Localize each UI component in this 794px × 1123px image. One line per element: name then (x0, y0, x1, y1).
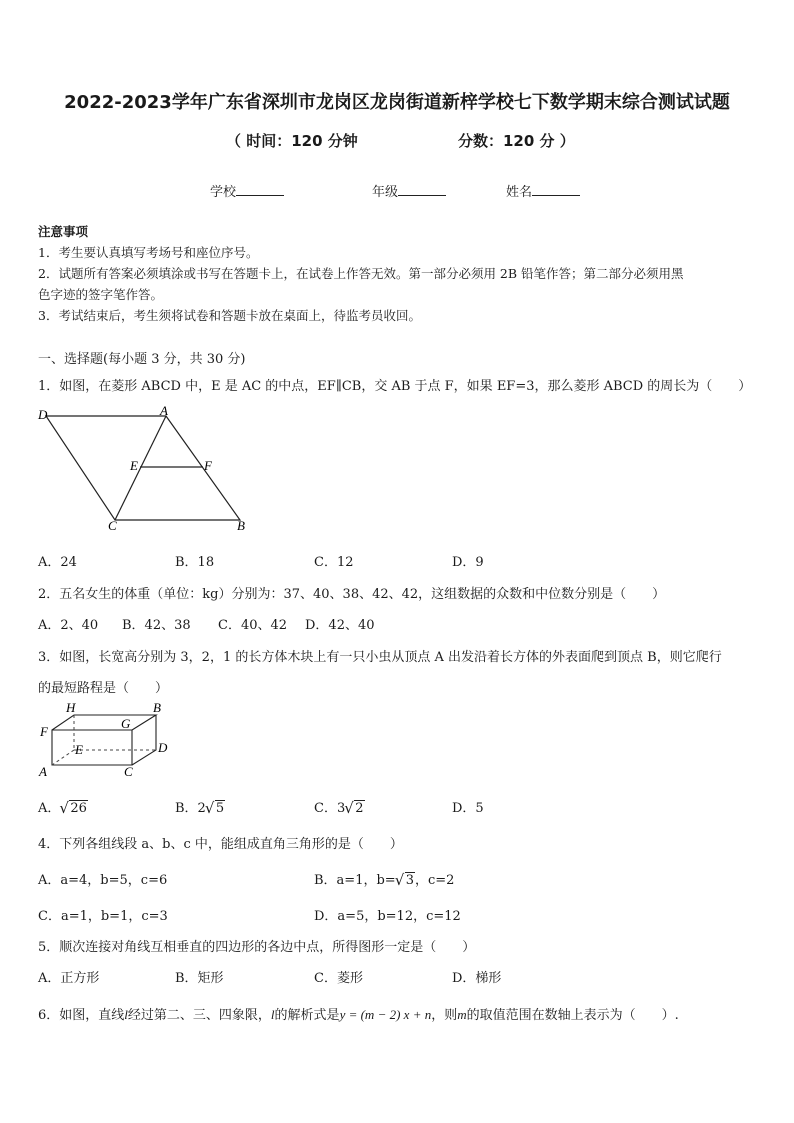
q5-option-d[interactable]: D．梯形 (452, 971, 502, 986)
grade-field[interactable] (372, 181, 446, 200)
q3-option-d[interactable]: D．5 (452, 801, 484, 816)
diagonal-ac (115, 416, 166, 520)
q3-option-c-prefix: C．3 (314, 801, 346, 816)
label-a: A (39, 764, 47, 779)
q4-option-d[interactable]: D．a=5，b=12，c=12 (314, 909, 461, 924)
notice-item: 2．试题所有答案必须填涂或书写在答题卡上，在试卷上作答无效。第一部分必须用 2B 铅笔作答；第二部分必须用黑 (38, 266, 684, 281)
school-label: 学校 (210, 185, 237, 200)
q3-option-b[interactable] (175, 797, 225, 816)
q6-part4: ，则 (431, 1008, 458, 1023)
page-title: 2022-2023学年广东省深圳市龙岗区龙岗街道新梓学校七下数学期末综合测试试题 (64, 92, 730, 113)
question-2-text: 2．五名女生的体重（单位：kg）分别为：37、40、38、42、42，这组数据的众数和中位数分别是（ ） (38, 587, 666, 602)
school-blank[interactable] (236, 183, 284, 196)
cuboid-top-face (52, 715, 156, 730)
name-label: 姓名 (506, 185, 533, 200)
notice-heading: 注意事项 (38, 224, 89, 239)
q1-option-d[interactable]: D．9 (452, 555, 484, 570)
q6-line-l-2: l (270, 1007, 275, 1022)
notice-item: 3．考试结束后，考生须将试卷和答题卡放在桌面上，待监考员收回。 (38, 308, 421, 323)
question-3-text: 3．如图，长宽高分别为 3，2，1 的长方体木块上有一只小虫从顶点 A 出发沿着长方体的外表面爬到顶点 B，则它爬行 (38, 650, 722, 665)
label-b: B (153, 700, 161, 715)
q3-option-b-prefix: B．2 (175, 801, 206, 816)
question-3-text-cont: 的最短路程是（ ） (38, 681, 169, 696)
exam-time: （ 时间：120 分钟 (226, 132, 358, 150)
q4-option-a[interactable]: A．a=4，b=5，c=6 (38, 873, 168, 888)
q3-option-c-radicand: 2 (355, 801, 364, 816)
question-6-text (38, 1004, 679, 1023)
cuboid-figure (34, 700, 174, 782)
q6-part2: 经过第二、三、四象限， (127, 1008, 271, 1023)
q2-option-d[interactable]: D．42、40 (305, 618, 375, 633)
q3-option-b-radicand: 5 (215, 801, 225, 816)
sqrt-symbol (206, 801, 225, 816)
q6-line-l: l (124, 1007, 128, 1022)
q2-option-c[interactable]: C．40、42 (218, 618, 288, 633)
label-f: F (204, 458, 212, 473)
grade-label: 年级 (372, 185, 399, 200)
label-d: D (158, 740, 168, 755)
label-g: G (121, 716, 131, 731)
q6-part5: 的取值范围在数轴上表示为（ ）. (466, 1008, 679, 1023)
hidden-edge-depth (52, 750, 74, 765)
q4-option-b[interactable] (314, 869, 454, 888)
q3-option-c[interactable] (314, 797, 365, 816)
question-4-text: 4．下列各组线段 a、b、c 中，能组成直角三角形的是（ ） (38, 837, 403, 852)
q4-option-b-prefix: B．a=1，b= (314, 873, 396, 888)
q6-part3: 的解析式是 (274, 1008, 340, 1023)
sqrt-symbol (396, 873, 415, 888)
q6-part1: 6．如图，直线 (38, 1008, 125, 1023)
label-f: F (40, 724, 48, 739)
name-blank[interactable] (532, 183, 580, 196)
q1-option-c[interactable]: C．12 (314, 555, 354, 570)
section-heading: 一、选择题(每小题 3 分，共 30 分) (38, 352, 246, 367)
grade-blank[interactable] (398, 183, 446, 196)
q3-option-a[interactable] (38, 797, 88, 816)
q2-option-a[interactable]: A．2、40 (38, 618, 99, 633)
q5-option-b[interactable]: B．矩形 (175, 971, 224, 986)
question-5-text: 5．顺次连接对角线互相垂直的四边形的各边中点，所得图形一定是（ ） (38, 940, 476, 955)
cuboid-front-face (52, 730, 132, 765)
notice-item: 色字迹的签字笔作答。 (38, 287, 164, 302)
label-b: B (237, 518, 245, 533)
sqrt-symbol (60, 801, 88, 816)
q2-option-b[interactable]: B．42、38 (122, 618, 191, 633)
label-d: D (38, 407, 48, 422)
q6-formula: y = (m − 2) x + n (339, 1007, 432, 1022)
label-c: C (108, 518, 117, 533)
q6-variable-m: m (457, 1007, 467, 1022)
rhombus-figure (30, 404, 260, 534)
school-field[interactable] (210, 181, 284, 200)
label-e: E (75, 742, 83, 757)
q4-option-c[interactable]: C．a=1，b=1，c=3 (38, 909, 168, 924)
label-h: H (66, 700, 76, 715)
q3-option-a-prefix: A． (38, 801, 61, 816)
q1-option-b[interactable]: B．18 (175, 555, 215, 570)
notice-item: 1．考生要认真填写考场号和座位序号。 (38, 245, 259, 260)
q4-option-b-suffix: ，c=2 (414, 873, 455, 888)
question-1-text: 1．如图，在菱形 ABCD 中，E 是 AC 的中点，EF∥CB，交 AB 于点 F，如果 EF=3，那么菱形 ABCD 的周长为（ ） (38, 379, 752, 394)
label-c: C (124, 764, 133, 779)
q1-option-a[interactable]: A．24 (38, 555, 77, 570)
q4-option-b-radicand: 3 (405, 873, 414, 888)
label-a: A (160, 404, 168, 418)
q3-option-a-radicand: 26 (70, 801, 87, 816)
q5-option-a[interactable]: A．正方形 (38, 971, 100, 986)
name-field[interactable] (506, 181, 580, 200)
q5-option-c[interactable]: C．菱形 (314, 971, 363, 986)
label-e: E (130, 458, 138, 473)
exam-score: 分数：120 分 ） (458, 132, 575, 150)
sqrt-symbol (345, 801, 364, 816)
